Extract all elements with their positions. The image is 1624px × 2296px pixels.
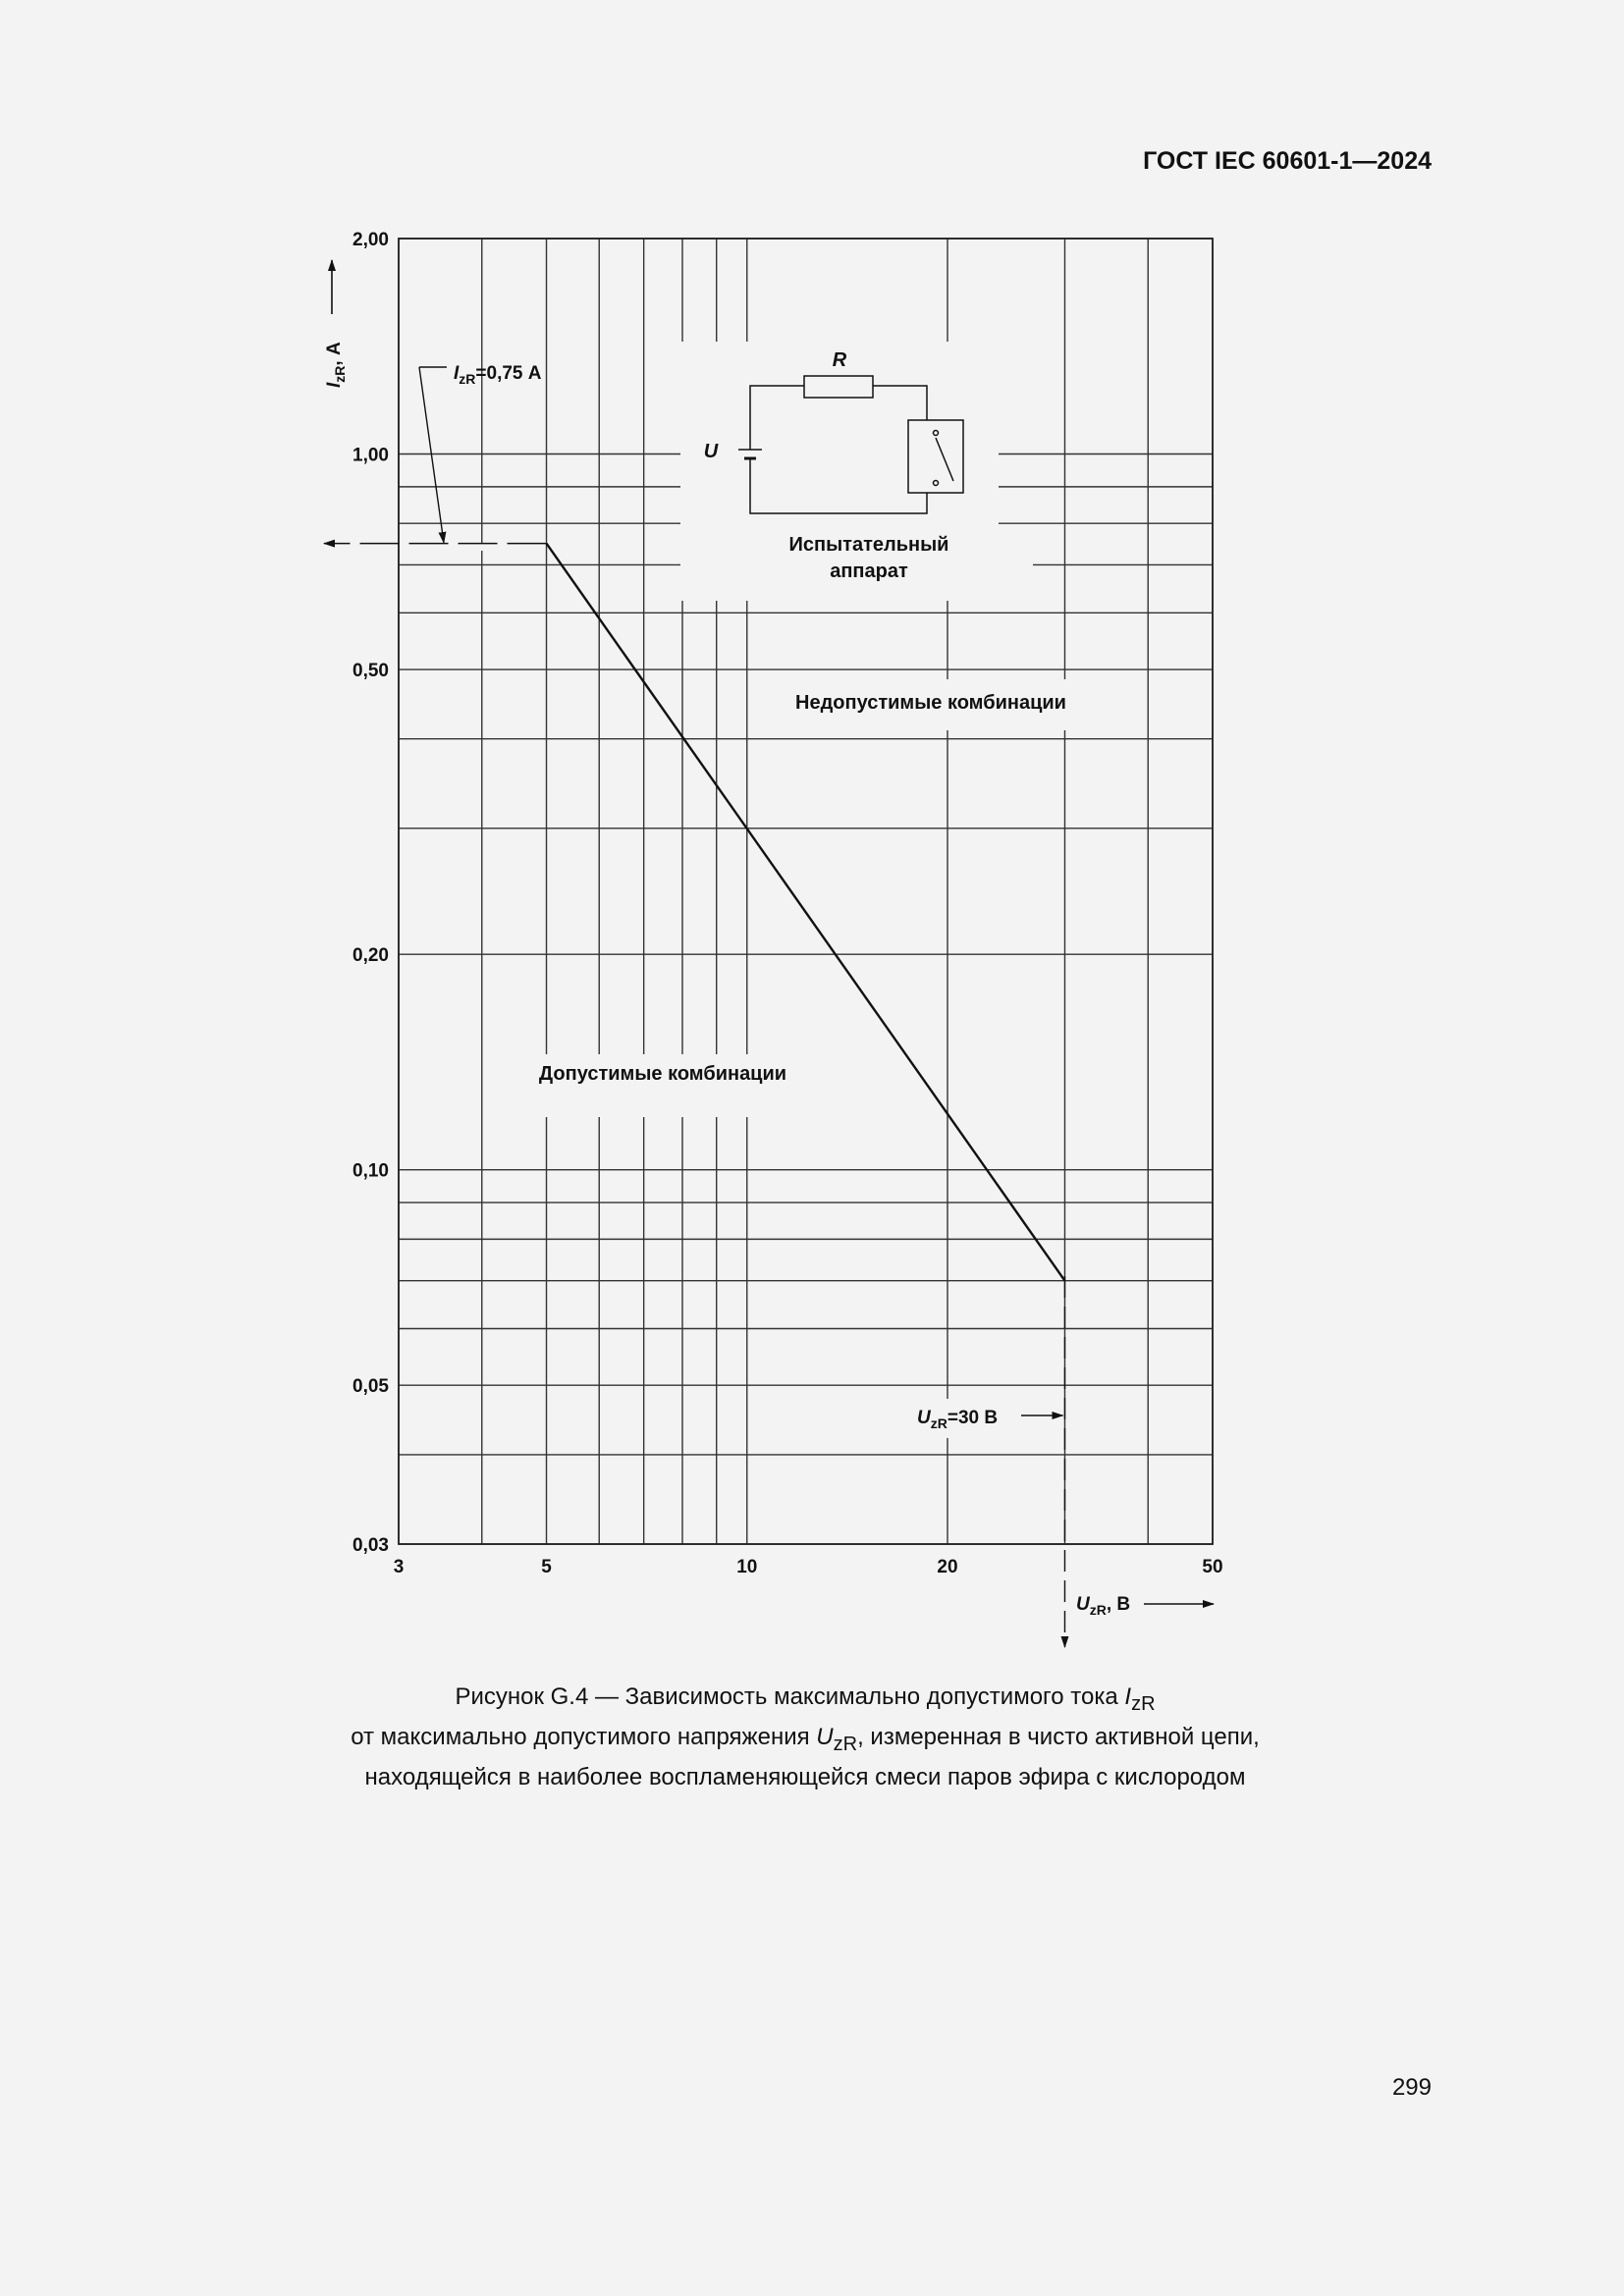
apparatus-label-line-2: аппарат [830, 561, 908, 582]
x-tick-label: 50 [1202, 1557, 1223, 1577]
document-header: ГОСТ IEC 60601-1—2024 [1143, 147, 1432, 175]
x-tick-label: 5 [541, 1557, 552, 1577]
caption-line-2 [226, 1721, 1384, 1761]
forbidden-region-label: Недопустимые комбинации [795, 692, 1066, 714]
allowed-region-label: Допустимые комбинации [538, 1063, 787, 1085]
label-backgrounds [444, 342, 1088, 1438]
x-tick-label: 3 [393, 1557, 405, 1577]
y-tick-label: 2,00 [352, 230, 389, 250]
y-tick-label: 0,20 [352, 945, 389, 967]
caption-text-2: от максимально допустимого напряжения [351, 1723, 817, 1750]
y-tick-label: 1,00 [352, 445, 389, 466]
y-tick-label: 0,03 [352, 1535, 389, 1556]
current-limit-label: $I_{zR}=0,75$ А [454, 363, 542, 387]
x-tick-label: 20 [937, 1557, 958, 1577]
voltage-limit-label: $U_{zR}=30$ В [917, 1408, 999, 1431]
caption-sub-2: zR [833, 1733, 858, 1755]
caption-text-1: Рисунок G.4 — Зависимость максимально допустимого тока [455, 1683, 1125, 1710]
y-tick-label: 0,05 [352, 1376, 389, 1398]
caption-sub-1: zR [1131, 1692, 1156, 1715]
source-label: U [703, 441, 719, 462]
caption-symbol-u: U [816, 1723, 834, 1750]
resistor-label: R [832, 349, 847, 371]
caption-line-1 [226, 1681, 1384, 1721]
apparatus-label-line-1: Испытательный [788, 534, 949, 556]
y-tick-label: 0,10 [352, 1160, 389, 1182]
figure-caption [226, 1681, 1384, 1793]
caption-line-3: находящейся в наиболее воспламеняющейся смеси паров эфира с кислородом [364, 1763, 1246, 1790]
caption-symbol-i: I [1124, 1683, 1132, 1710]
page-number: 299 [1391, 2074, 1432, 2101]
current-leader-arrow [419, 367, 444, 543]
caption-text-2b: , измеренная в чисто активной цепи, [857, 1723, 1260, 1750]
y-axis-label: $I_{zR}$, А [324, 342, 348, 388]
x-axis-label: $U_{zR}$, В [1076, 1594, 1131, 1618]
x-tick-label: 10 [736, 1557, 758, 1577]
y-tick-label: 0,50 [352, 661, 389, 682]
